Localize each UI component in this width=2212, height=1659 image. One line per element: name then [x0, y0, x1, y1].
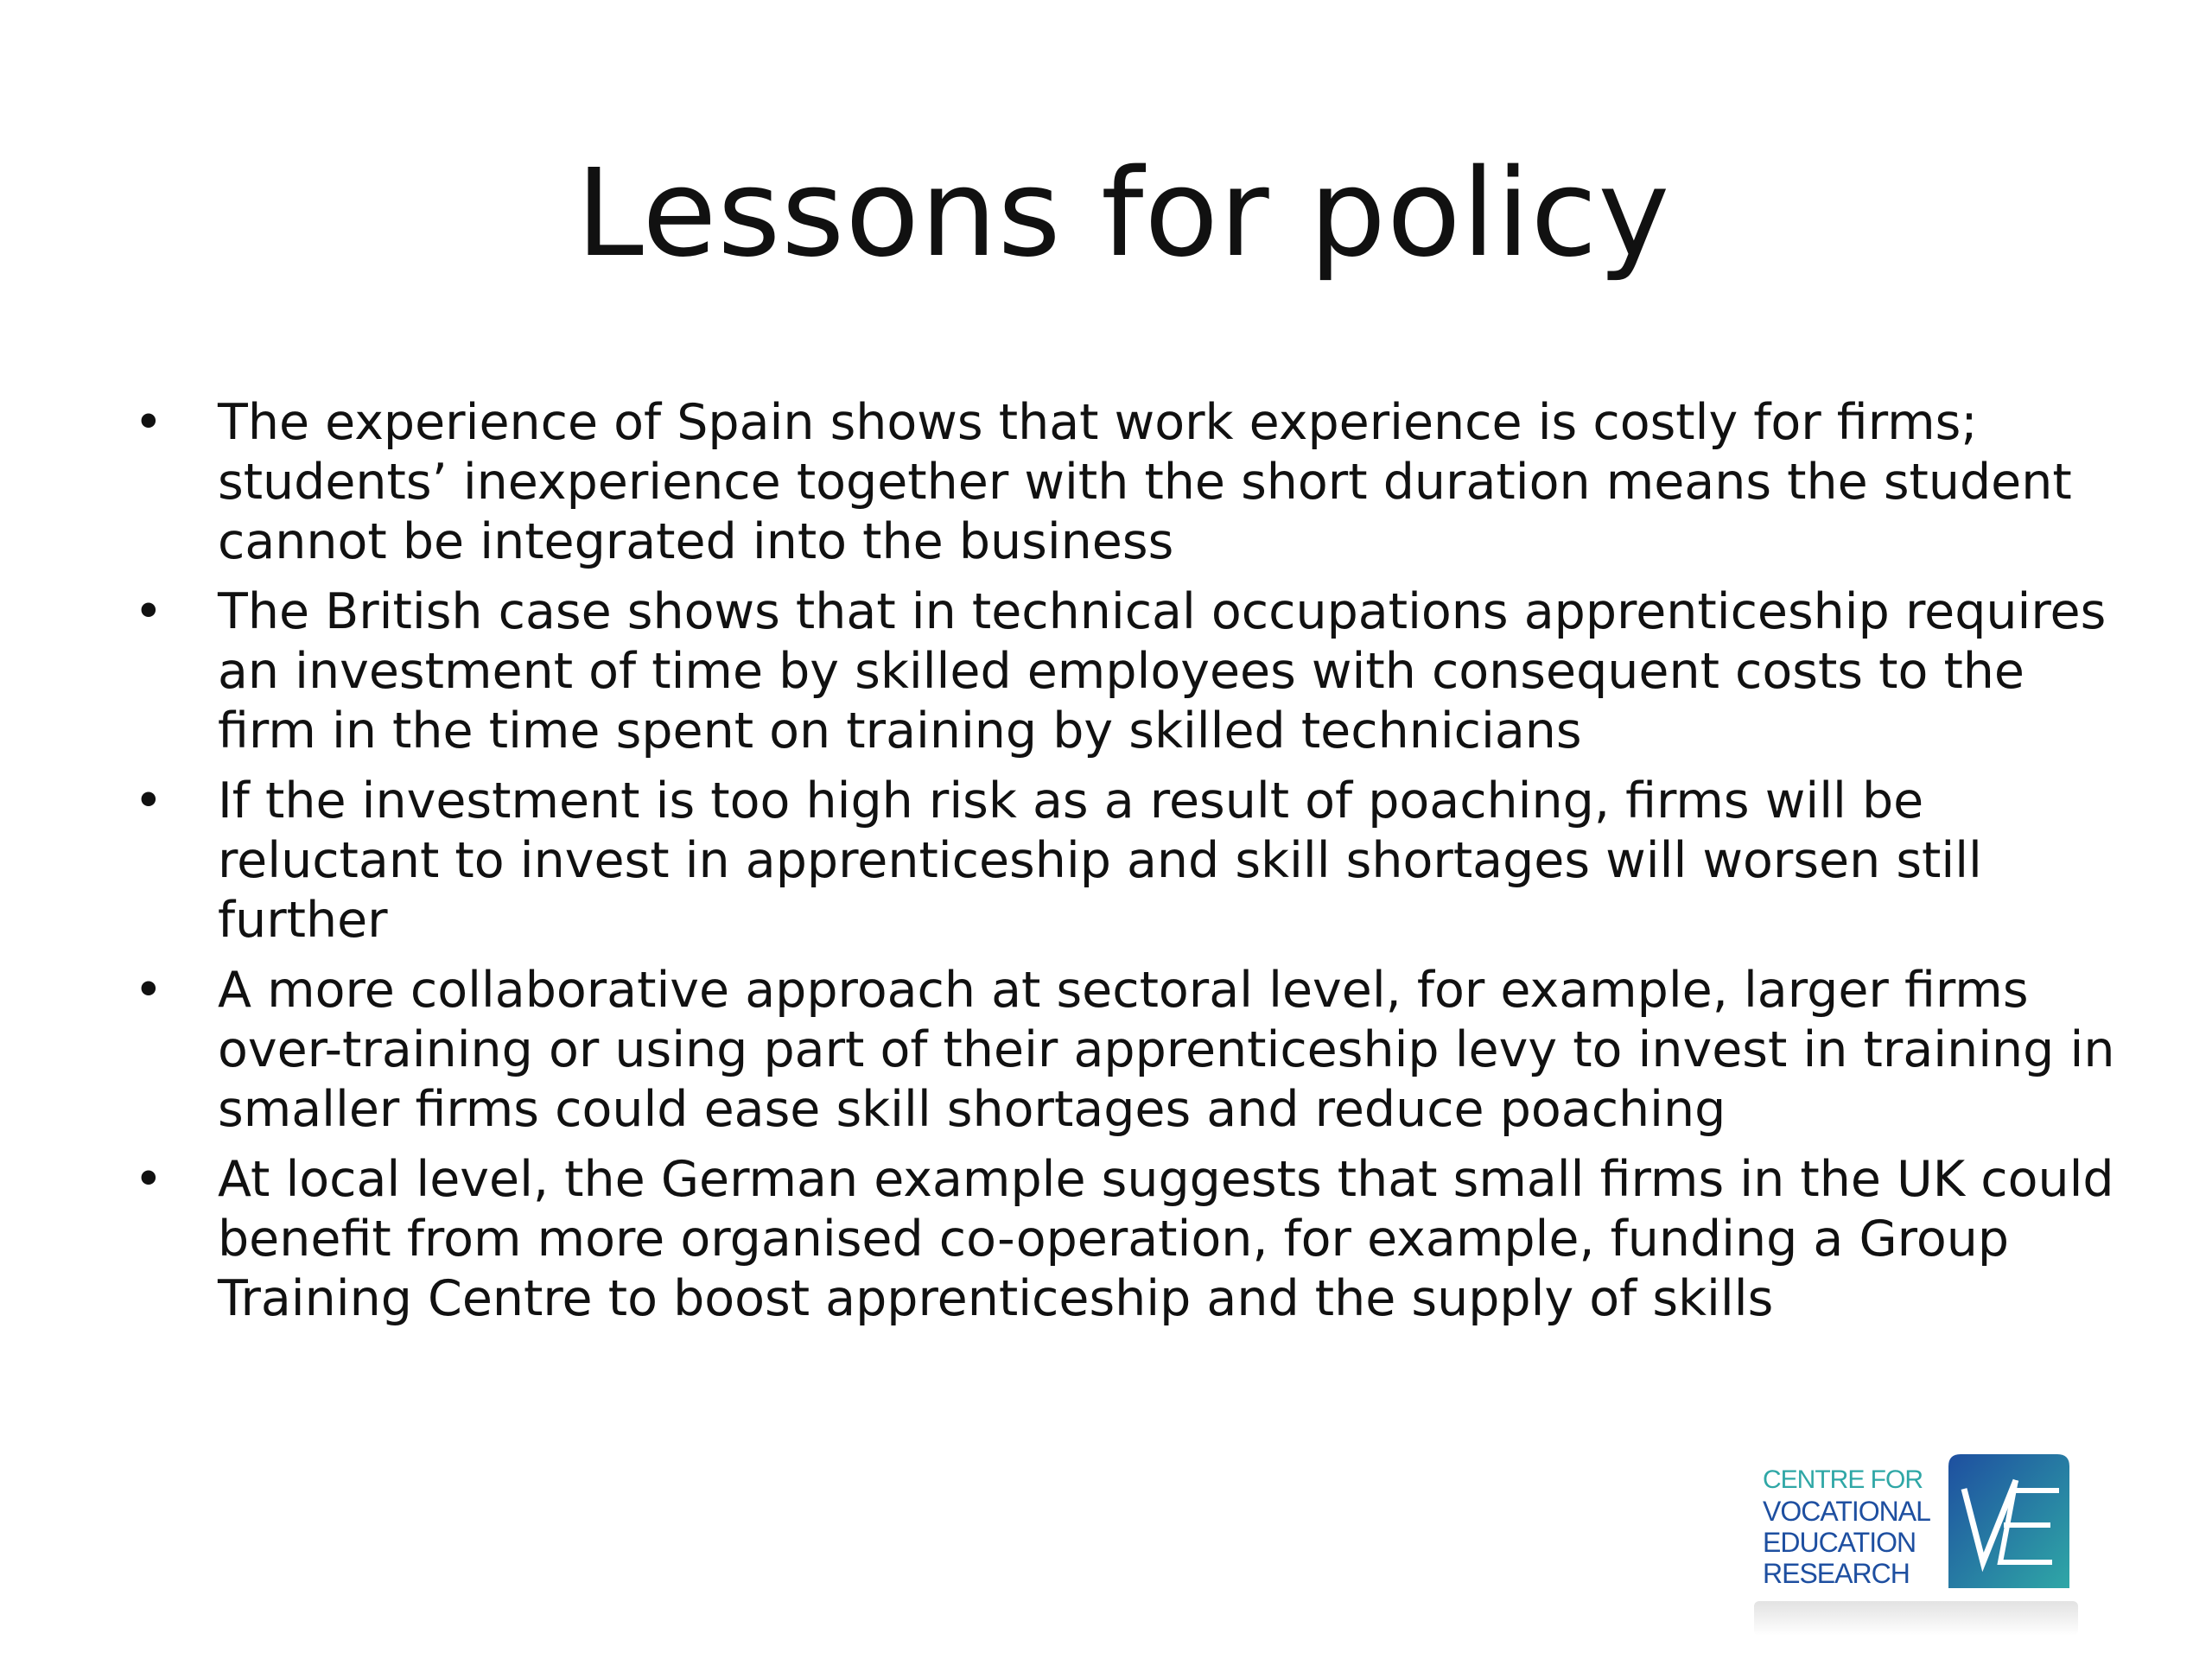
logo-wordmark — [1763, 1465, 1930, 1589]
bullet-item — [130, 1150, 2117, 1329]
bullet-item — [130, 961, 2117, 1140]
logo-line: EDUCATION — [1763, 1527, 1916, 1558]
bullet-item — [130, 772, 2117, 950]
bullet-text: A more collaborative approach at sectoral level, for example, larger firms over-training or using part of their apprenticeship levy to invest in training in smaller firms could ease skill shortages and reduce poaching — [218, 962, 2115, 1138]
bullet-icon: • — [134, 962, 163, 1019]
bullet-item — [130, 582, 2117, 761]
bullet-text: The British case shows that in technical occupations apprenticeship requires an investment of time by skilled employees with consequent costs to the firm in the time spent on training by skilled technicians — [218, 583, 2107, 760]
bullet-icon: • — [134, 772, 163, 830]
bullet-text: The experience of Spain shows that work experience is costly for firms; students’ inexperience together with the short duration means the student cannot be integrated into the business — [218, 394, 2072, 570]
logo-line: VOCATIONAL — [1763, 1496, 1930, 1527]
bullet-icon: • — [134, 1151, 163, 1208]
bullet-text: At local level, the German example suggests that small firms in the UK could benefit from more organised co-operation, for example, funding a Group Training Centre to boost apprenticeship and the supply of skills — [218, 1151, 2114, 1327]
ve-logo-icon — [1948, 1454, 2069, 1588]
logo-line: CENTRE FOR — [1763, 1465, 1923, 1494]
bullet-icon: • — [134, 583, 163, 640]
logo-reflection — [1754, 1601, 2078, 1636]
cver-logo — [1754, 1447, 2078, 1599]
logo-line: RESEARCH — [1763, 1558, 1910, 1589]
slide-title: Lessons for policy — [575, 143, 1671, 284]
bullet-list — [130, 393, 2117, 1339]
bullet-icon: • — [134, 394, 163, 451]
bullet-text: If the investment is too high risk as a result of poaching, firms will be reluctant to invest in apprenticeship and skill shortages will worsen still further — [218, 772, 1982, 949]
bullet-item — [130, 393, 2117, 572]
